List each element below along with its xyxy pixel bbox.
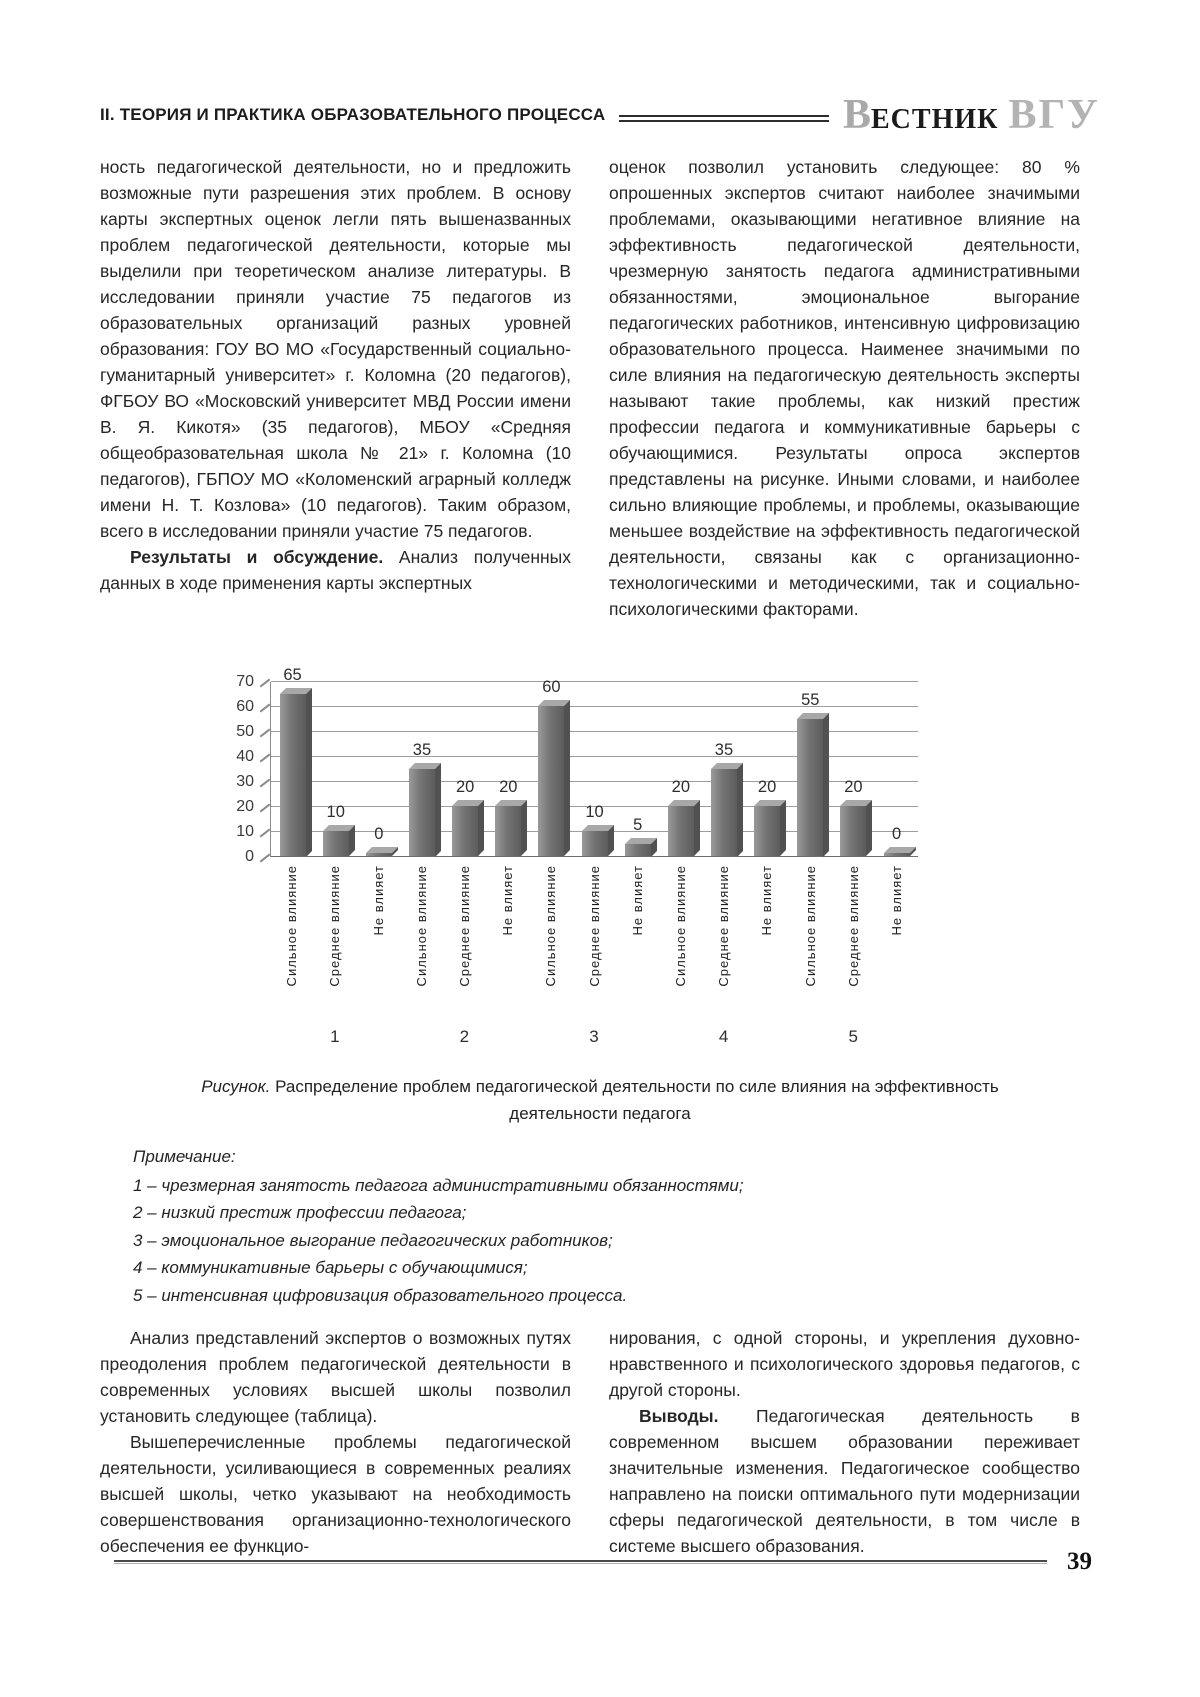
x-label-slot <box>832 865 875 1017</box>
bar-slot <box>573 682 616 856</box>
journal-logo <box>843 94 1100 136</box>
bar-value-label: 20 <box>499 778 518 796</box>
bar-slot <box>746 682 789 856</box>
y-tick-label: 50 <box>236 723 254 740</box>
x-label-slot <box>702 865 745 1017</box>
y-tick-mark <box>260 754 271 763</box>
x-label-slot <box>443 865 486 1017</box>
bar-value-label: 60 <box>542 678 561 696</box>
bar <box>668 778 694 856</box>
x-label-slot <box>875 865 918 1017</box>
bar <box>754 778 780 856</box>
x-label-slot <box>745 865 788 1017</box>
paragraph-bold-lead: Выводы. <box>639 1406 719 1426</box>
x-axis-label: Среднее влияние <box>845 865 861 987</box>
paragraph: нирования, с одной стороны, и укрепления духовно-нравственного и психологического здоровья педагогов, с другой стороны. <box>609 1328 1080 1400</box>
bar <box>625 815 651 857</box>
x-label-slot <box>356 865 399 1017</box>
x-label-slot <box>616 865 659 1017</box>
bar <box>409 740 435 857</box>
bar <box>582 803 608 856</box>
y-tick-mark <box>260 679 271 688</box>
y-tick-mark <box>260 729 271 738</box>
bar-value-label: 5 <box>633 815 643 834</box>
chart-y-axis <box>218 673 270 865</box>
bar <box>280 665 306 857</box>
bar-slot <box>789 682 832 856</box>
bar <box>884 825 910 856</box>
x-label-slot <box>659 865 702 1017</box>
y-tick-mark <box>260 829 271 838</box>
paragraph: ность педагогической деятельности, но и предложить возможные пути разрешения этих проблем. В основу карты экспертных оценок легли пять вышеназванных проблем педагогической деятельности, которые мы выделили при теоретическом анализе литературы. В исследовании приняли участие 75 педагогов из образовательных организаций разных уровней образования: ГОУ ВО МО «Государственный социально-гуманитарный университет» г. Коломна (20 педагогов), ФГБОУ ВО «Московский университет МВД России имени В. Я. Кикотя» (35 педагогов), МБОУ «Средняя общеобразовательная школа № 21» г. Коломна (10 педагогов), ГБПОУ МО «Коломенский аграрный колледж имени Н. Т. Козлова» (10 педагогов). Таким образом, всего в исследовании приняли участие 75 педагогов. <box>100 157 571 541</box>
x-axis-label: Не влияет <box>888 865 904 936</box>
chart-group-numbers <box>270 1027 918 1047</box>
x-label-slot <box>270 865 313 1017</box>
page-footer <box>114 1548 1092 1576</box>
paragraph-text: Педагогическая деятельность в современном высшем образовании переживает значительные изменения. Педагогическое сообщество направлено на поиски оптимального пути модернизации сферы педагогической деятельности, в том числе в системе высшего образования. <box>609 1406 1080 1556</box>
bar <box>711 740 737 857</box>
note-item: 4 – коммуникативные барьеры с обучающимися; <box>133 1258 528 1277</box>
x-axis-label: Сильное влияние <box>284 865 300 987</box>
bar-value-label: 0 <box>891 825 902 843</box>
x-axis-label: Не влияет <box>629 865 645 936</box>
x-axis-label: Сильное влияние <box>543 865 559 987</box>
x-label-slot <box>788 865 831 1017</box>
bottom-text-columns <box>100 1325 1100 1559</box>
logo-rest: ЕСТНИК <box>871 104 999 135</box>
paragraph: Вышеперечисленные проблемы педагогической деятельности, усиливающиеся в современных реалиях высшей школы, четко указывают на необходимость совершенствования организационно-технологического обеспечения ее функцио- <box>100 1432 571 1556</box>
group-number: 5 <box>848 1027 858 1046</box>
bar-slot <box>314 682 357 856</box>
bar-slot <box>444 682 487 856</box>
header-divider-line <box>619 115 829 122</box>
left-column <box>100 1325 571 1559</box>
x-axis-label: Среднее влияние <box>586 865 602 987</box>
bar-slot <box>616 682 659 856</box>
page-header <box>100 92 1100 138</box>
bar-slot <box>400 682 443 856</box>
y-tick-mark <box>260 854 271 863</box>
group-number: 1 <box>330 1027 340 1046</box>
y-tick-label: 70 <box>236 673 254 690</box>
bar <box>366 825 392 856</box>
y-tick-mark <box>260 804 271 813</box>
chart-x-labels <box>270 865 918 1017</box>
footer-rule-line <box>114 1560 1047 1564</box>
bar-value-label: 55 <box>801 690 820 709</box>
x-axis-label: Сильное влияние <box>672 865 688 987</box>
bar <box>538 678 564 856</box>
bar <box>840 778 866 856</box>
bar-value-label: 20 <box>757 778 777 796</box>
figure-bar-chart <box>218 652 918 1047</box>
x-axis-label: Сильное влияние <box>413 865 429 987</box>
figure-notes <box>133 1143 1100 1309</box>
y-tick-label: 20 <box>236 798 254 815</box>
x-label-slot <box>313 865 356 1017</box>
x-axis-label: Сильное влияние <box>802 865 818 987</box>
bar-slot <box>357 682 400 856</box>
note-item: 1 – чрезмерная занятость педагога административными обязанностями; <box>133 1175 744 1195</box>
bar-value-label: 10 <box>326 803 345 821</box>
right-column <box>609 1325 1080 1559</box>
top-text-columns <box>100 154 1100 622</box>
bar-slot <box>875 682 918 856</box>
bar <box>452 778 478 856</box>
x-label-slot <box>529 865 572 1017</box>
bar <box>323 803 349 856</box>
x-label-slot <box>572 865 615 1017</box>
group-number: 2 <box>459 1027 470 1046</box>
x-axis-label: Не влияет <box>500 865 516 936</box>
paragraph-bold-lead: Результаты и обсуждение. <box>130 547 384 567</box>
logo-initial: В <box>842 92 871 138</box>
bar <box>797 690 823 857</box>
right-column <box>609 154 1080 622</box>
x-label-slot <box>486 865 529 1017</box>
bar-value-label: 20 <box>844 778 863 796</box>
bar-value-label: 20 <box>455 778 475 796</box>
bar-value-label: 65 <box>283 665 302 684</box>
note-item: 2 – низкий престиж профессии педагога; <box>133 1203 467 1222</box>
bar-slot <box>702 682 745 856</box>
bar-value-label: 35 <box>714 740 734 759</box>
notes-title: Примечание: <box>133 1147 236 1166</box>
chart-plot <box>270 665 918 857</box>
bar <box>495 778 521 856</box>
bar-slot <box>832 682 875 856</box>
x-axis-label: Не влияет <box>370 865 386 936</box>
group-number: 3 <box>589 1027 599 1046</box>
page-number: 39 <box>1067 1548 1092 1575</box>
bar-slot <box>659 682 702 856</box>
bar-slot <box>530 678 573 856</box>
bar-value-label: 10 <box>585 803 604 821</box>
figure-caption-text: Распределение проблем педагогической деятельности по силе влияния на эффективность деятельности педагога <box>275 1077 999 1123</box>
bar-value-label: 0 <box>374 825 384 843</box>
x-axis-label: Среднее влияние <box>327 865 343 987</box>
y-tick-label: 0 <box>245 848 254 865</box>
bar-slot <box>487 682 530 856</box>
chart-plot-area <box>218 652 918 865</box>
bar-value-label: 35 <box>412 740 432 759</box>
y-tick-label: 60 <box>236 698 254 715</box>
figure-caption-label: Рисунок. <box>201 1077 271 1096</box>
section-title: II. ТЕОРИЯ И ПРАКТИКА ОБРАЗОВАТЕЛЬНОГО ПРОЦЕССА <box>100 105 606 124</box>
paragraph-text: Анализ полученных данных в ходе применения карты экспертных <box>100 547 571 593</box>
y-tick-label: 30 <box>236 773 254 790</box>
y-tick-mark <box>260 704 271 713</box>
y-tick-mark <box>260 779 271 788</box>
left-column <box>100 154 571 622</box>
y-tick-label: 10 <box>236 823 254 840</box>
y-tick-label: 40 <box>236 748 254 765</box>
paragraph <box>609 1403 1080 1559</box>
bar-slot <box>271 665 314 856</box>
logo-suffix: ВГУ <box>1008 92 1100 138</box>
x-axis-label: Среднее влияние <box>716 865 732 987</box>
bar-value-label: 20 <box>671 778 691 796</box>
figure-caption <box>200 1073 1000 1127</box>
x-label-slot <box>400 865 443 1017</box>
note-item: 3 – эмоциональное выгорание педагогических работников; <box>133 1230 613 1250</box>
x-axis-label: Не влияет <box>759 865 775 936</box>
paragraph: оценок позволил установить следующее: 80 % опрошенных экспертов считают наиболее значимыми проблемами, оказывающими негативное влияние на эффективность педагогической деятельности, чрезмерную занятость педагога административными обязанностями, эмоциональное выгорание педагогических работников, интенсивную цифровизацию образовательного процесса. Наименее значимыми по силе влияния на педагогическую деятельность эксперты называют такие проблемы, как низкий престиж профессии педагога и коммуникативные барьеры с обучающимися. Результаты опроса экспертов представлены на рисунке. Иными словами, и наиболее сильно влияющие проблемы, и проблемы, оказывающие меньшее воздействие на эффективность педагогической деятельности, связаны как с организационно-технологическими и методическими, так и социально-психологическими факторами. <box>609 157 1080 619</box>
note-item: 5 – интенсивная цифровизация образовательного процесса. <box>133 1285 628 1305</box>
paragraph: Анализ представлений экспертов о возможных путях преодоления проблем педагогической деятельности в современных условиях высшей школы позволил установить следующее (таблица). <box>100 1328 571 1426</box>
x-axis-label: Среднее влияние <box>456 865 472 987</box>
paragraph <box>100 544 571 596</box>
group-number: 4 <box>718 1027 729 1046</box>
